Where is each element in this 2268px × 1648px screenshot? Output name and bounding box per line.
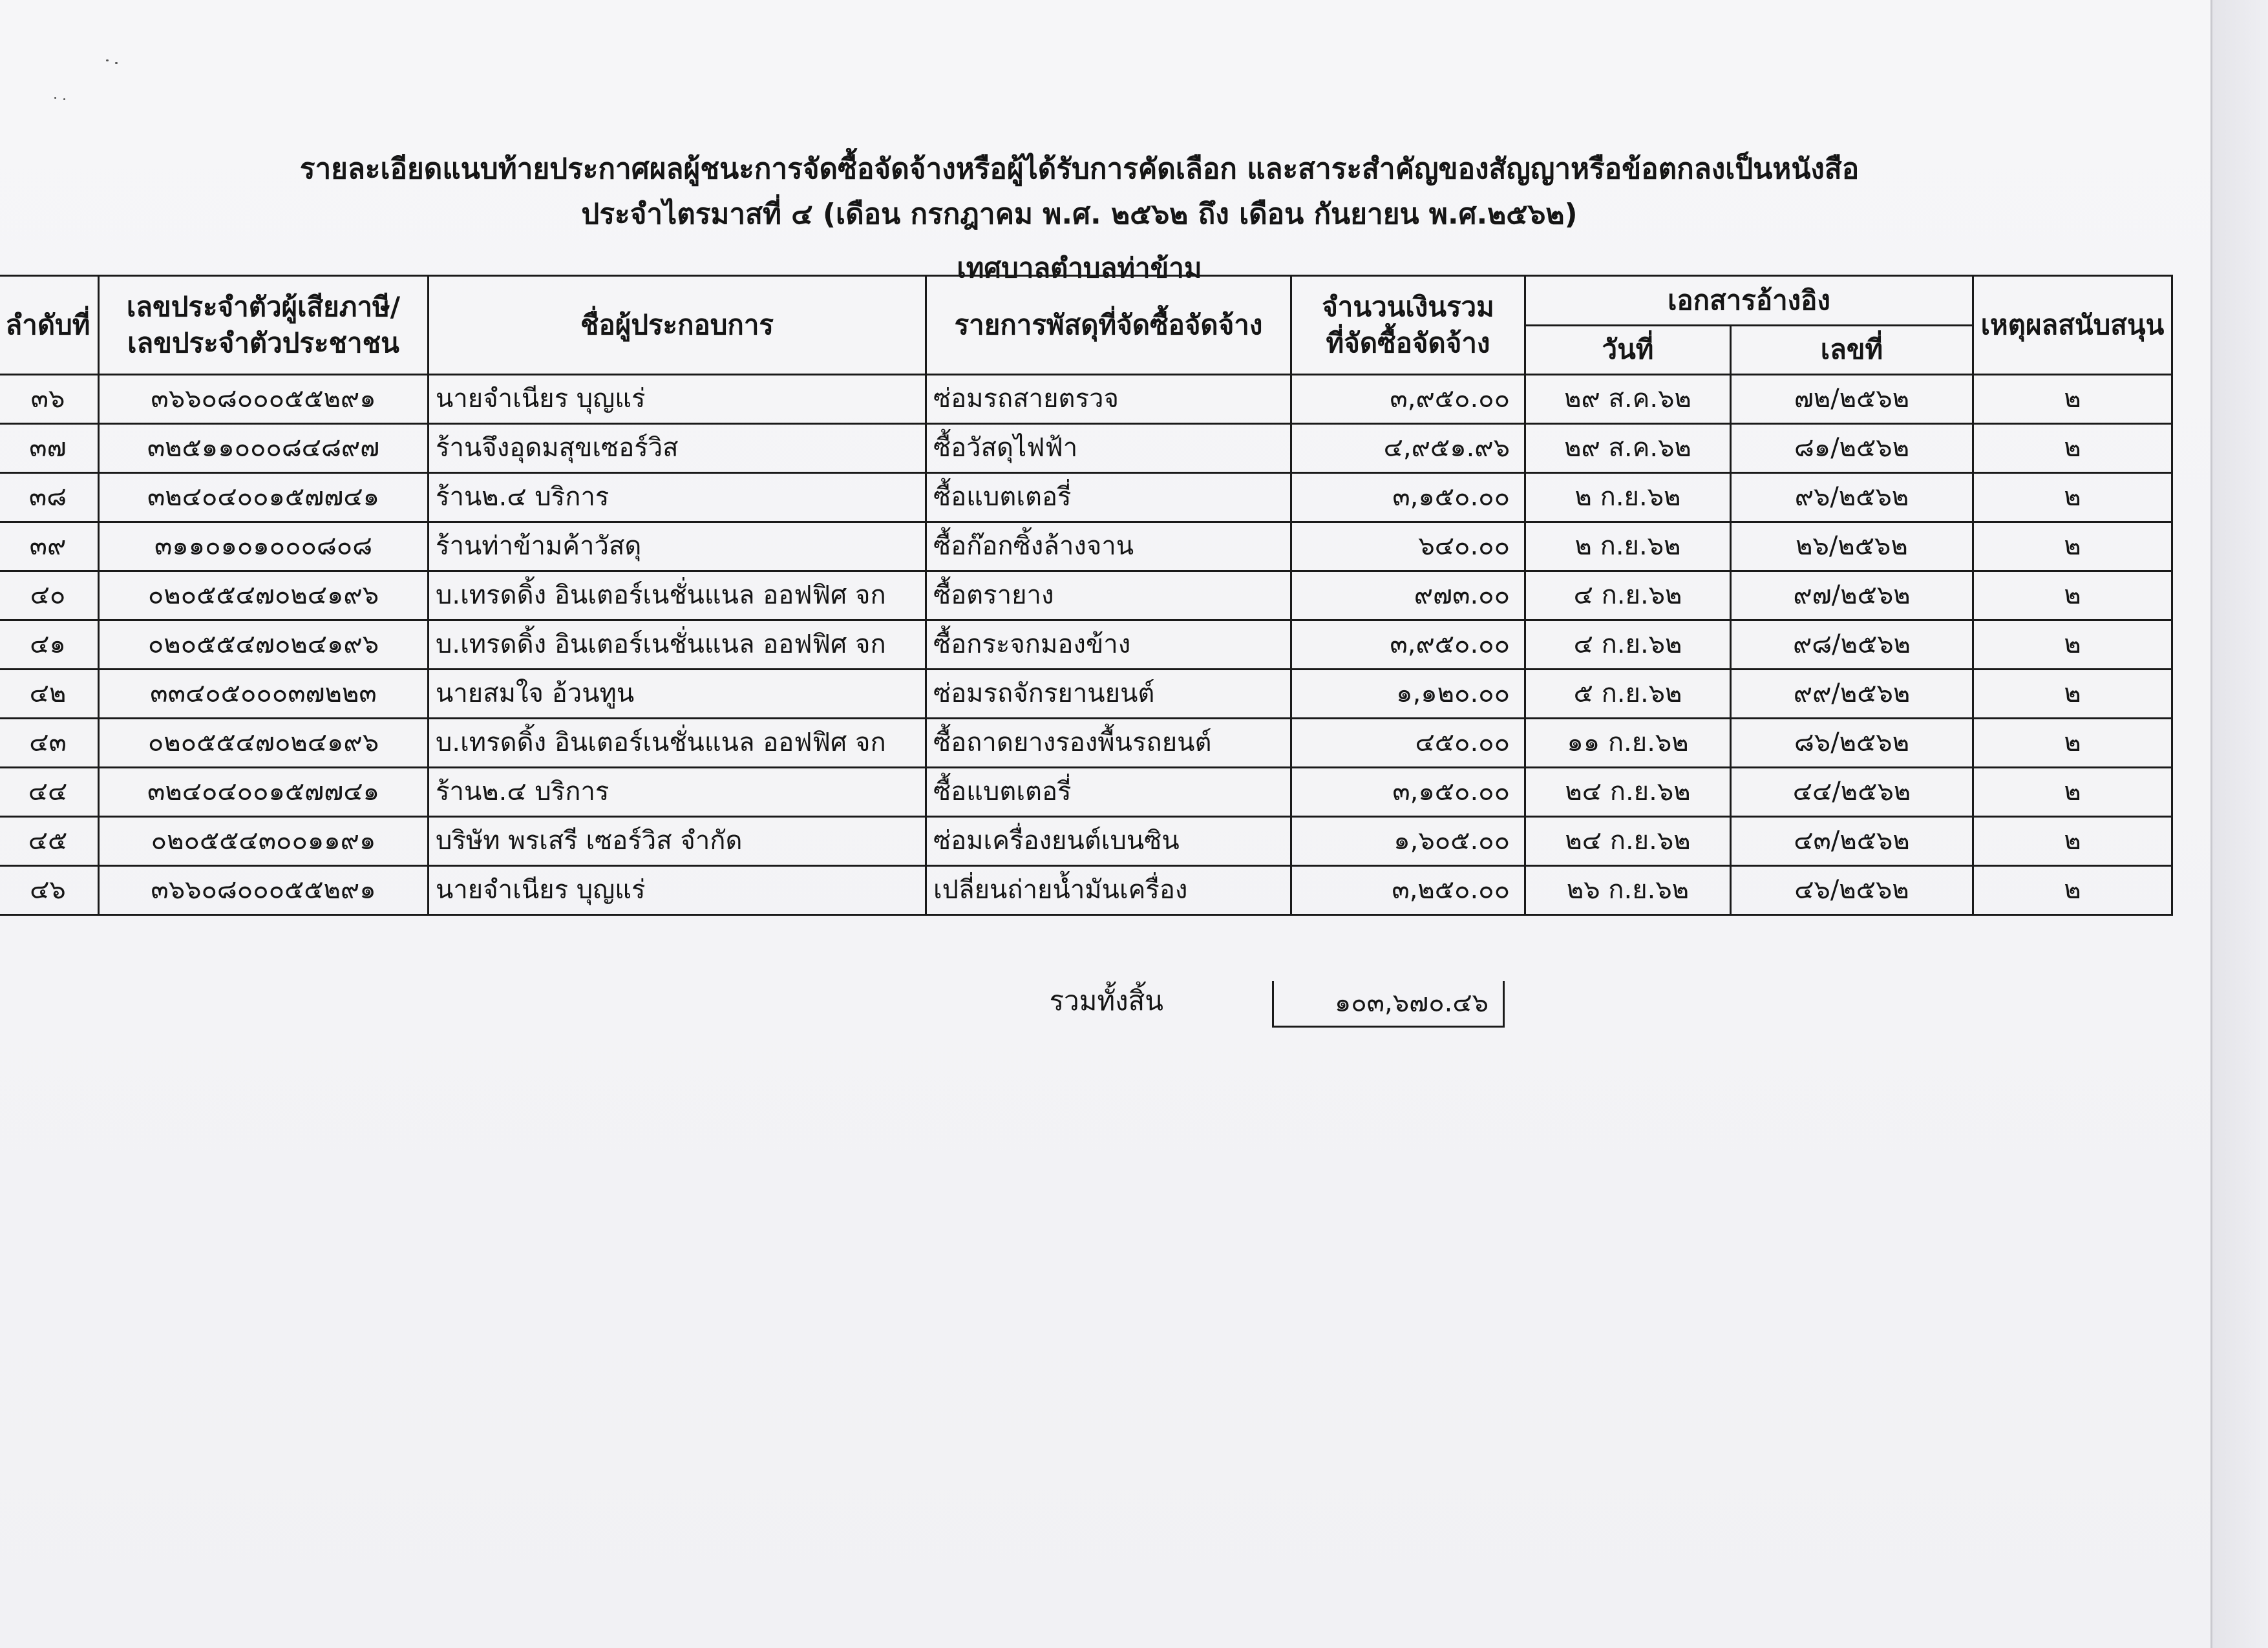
cell-amount: ๔๕๐.๐๐ xyxy=(1291,719,1525,768)
header-tax-id xyxy=(99,276,429,375)
cell-item: เปลี่ยนถ่ายน้ำมันเครื่อง xyxy=(926,866,1291,915)
cell-reason: ๒ xyxy=(1973,620,2172,670)
cell-item: ซื้อถาดยางรองพื้นรถยนต์ xyxy=(926,719,1291,768)
header-date: วันที่ xyxy=(1525,325,1731,375)
header-item: รายการพัสดุที่จัดซื้อจัดจ้าง xyxy=(926,276,1291,375)
cell-vendor: นายจำเนียร บุญแร่ xyxy=(429,866,926,915)
cell-date: ๒๙ ส.ค.๖๒ xyxy=(1525,375,1731,424)
cell-doc-no: ๙๖/๒๕๖๒ xyxy=(1731,473,1973,522)
cell-doc-no: ๒๖/๒๕๖๒ xyxy=(1731,522,1973,571)
cell-doc-no: ๘๑/๒๕๖๒ xyxy=(1731,424,1973,473)
cell-amount: ๔,๙๕๑.๙๖ xyxy=(1291,424,1525,473)
cell-reason: ๒ xyxy=(1973,768,2172,817)
cell-date: ๑๑ ก.ย.๖๒ xyxy=(1525,719,1731,768)
cell-no: ๔๕ xyxy=(0,817,99,866)
cell-tax-id: ๓๑๑๐๑๐๑๐๐๐๘๐๘ xyxy=(99,522,429,571)
cell-vendor: ร้านท่าข้ามค้าวัสดุ xyxy=(429,522,926,571)
cell-item: ซื้อวัสดุไฟฟ้า xyxy=(926,424,1291,473)
header-amount xyxy=(1291,276,1525,375)
cell-vendor: ร้าน๒.๔ บริการ xyxy=(429,473,926,522)
cell-tax-id: ๓๖๖๐๘๐๐๐๕๕๒๙๑ xyxy=(99,866,429,915)
cell-reason: ๒ xyxy=(1973,866,2172,915)
cell-tax-id: ๓๒๔๐๔๐๐๑๕๗๗๔๑ xyxy=(99,768,429,817)
cell-tax-id: ๐๒๐๕๕๔๓๐๐๑๑๙๑ xyxy=(99,817,429,866)
cell-vendor: นายจำเนียร บุญแร่ xyxy=(429,375,926,424)
table-row xyxy=(0,817,2172,866)
table-row xyxy=(0,620,2172,670)
cell-item: ซ่อมเครื่องยนต์เบนซิน xyxy=(926,817,1291,866)
cell-doc-no: ๔๓/๒๕๖๒ xyxy=(1731,817,1973,866)
cell-tax-id: ๐๒๐๕๕๔๗๐๒๔๑๙๖ xyxy=(99,620,429,670)
cell-date: ๒ ก.ย.๖๒ xyxy=(1525,473,1731,522)
cell-no: ๔๖ xyxy=(0,866,99,915)
cell-amount: ๓,๙๕๐.๐๐ xyxy=(1291,620,1525,670)
cell-vendor: บ.เทรดดิ้ง อินเตอร์เนชั่นแนล ออฟฟิศ จก xyxy=(429,620,926,670)
cell-vendor: นายสมใจ อ้วนทูน xyxy=(429,670,926,719)
table-row xyxy=(0,670,2172,719)
scan-speck xyxy=(63,98,65,100)
cell-reason: ๒ xyxy=(1973,375,2172,424)
header-reason: เหตุผลสนับสนุน xyxy=(1973,276,2172,375)
table-row xyxy=(0,719,2172,768)
cell-reason: ๒ xyxy=(1973,424,2172,473)
cell-tax-id: ๐๒๐๕๕๔๗๐๒๔๑๙๖ xyxy=(99,719,429,768)
cell-date: ๒๖ ก.ย.๖๒ xyxy=(1525,866,1731,915)
cell-reason: ๒ xyxy=(1973,522,2172,571)
table-row xyxy=(0,424,2172,473)
cell-date: ๒ ก.ย.๖๒ xyxy=(1525,522,1731,571)
cell-date: ๔ ก.ย.๖๒ xyxy=(1525,571,1731,620)
cell-tax-id: ๓๒๔๐๔๐๐๑๕๗๗๔๑ xyxy=(99,473,429,522)
header-tax-id-line2: เลขประจำตัวประชาชน xyxy=(127,327,399,359)
procurement-table xyxy=(0,275,2173,916)
document-period: ประจำไตรมาสที่ ๔ (เดือน กรกฎาคม พ.ศ. ๒๕๖๒ ถึง เดือน กันยายน พ.ศ.๒๕๖๒) xyxy=(581,198,1578,231)
cell-doc-no: ๔๖/๒๕๖๒ xyxy=(1731,866,1973,915)
cell-item: ซื้อแบตเตอรี่ xyxy=(926,473,1291,522)
table-body xyxy=(0,375,2172,915)
table-row xyxy=(0,375,2172,424)
cell-amount: ๑,๖๐๕.๐๐ xyxy=(1291,817,1525,866)
cell-doc-no: ๙๙/๒๕๖๒ xyxy=(1731,670,1973,719)
cell-tax-id: ๐๒๐๕๕๔๗๐๒๔๑๙๖ xyxy=(99,571,429,620)
cell-item: ซื้อตรายาง xyxy=(926,571,1291,620)
table-row xyxy=(0,522,2172,571)
table-row xyxy=(0,866,2172,915)
cell-date: ๒๔ ก.ย.๖๒ xyxy=(1525,768,1731,817)
header-amount-line2: ที่จัดซื้อจัดจ้าง xyxy=(1326,327,1490,359)
scan-speck xyxy=(54,97,56,99)
table-row xyxy=(0,473,2172,522)
scan-speck xyxy=(115,62,118,64)
header-vendor: ชื่อผู้ประกอบการ xyxy=(429,276,926,375)
cell-reason: ๒ xyxy=(1973,817,2172,866)
cell-amount: ๓,๙๕๐.๐๐ xyxy=(1291,375,1525,424)
cell-amount: ๓,๑๕๐.๐๐ xyxy=(1291,768,1525,817)
cell-tax-id: ๓๒๕๑๑๐๐๐๘๔๘๙๗ xyxy=(99,424,429,473)
cell-no: ๓๘ xyxy=(0,473,99,522)
cell-reason: ๒ xyxy=(1973,670,2172,719)
page-fold-line xyxy=(2210,0,2212,1648)
header-amount-line1: จำนวนเงินรวม xyxy=(1322,291,1494,322)
cell-vendor: ร้านจึงอุดมสุขเซอร์วิส xyxy=(429,424,926,473)
cell-vendor: บ.เทรดดิ้ง อินเตอร์เนชั่นแนล ออฟฟิศ จก xyxy=(429,719,926,768)
cell-amount: ๙๗๓.๐๐ xyxy=(1291,571,1525,620)
header-reference-docs: เอกสารอ้างอิง xyxy=(1525,276,1973,326)
cell-doc-no: ๔๔/๒๕๖๒ xyxy=(1731,768,1973,817)
cell-item: ซื้อก๊อกซิ้งล้างจาน xyxy=(926,522,1291,571)
cell-date: ๕ ก.ย.๖๒ xyxy=(1525,670,1731,719)
cell-amount: ๖๔๐.๐๐ xyxy=(1291,522,1525,571)
cell-tax-id: ๓๖๖๐๘๐๐๐๕๕๒๙๑ xyxy=(99,375,429,424)
cell-reason: ๒ xyxy=(1973,571,2172,620)
cell-amount: ๓,๑๕๐.๐๐ xyxy=(1291,473,1525,522)
cell-no: ๓๖ xyxy=(0,375,99,424)
organization-name: เทศบาลตำบลท่าข้าม xyxy=(957,252,1202,284)
cell-reason: ๒ xyxy=(1973,473,2172,522)
total-amount: ๑๐๓,๖๗๐.๔๖ xyxy=(1272,981,1505,1028)
total-label: รวมทั้งสิ้น xyxy=(1049,985,1163,1017)
cell-no: ๓๙ xyxy=(0,522,99,571)
cell-no: ๔๔ xyxy=(0,768,99,817)
cell-date: ๒๔ ก.ย.๖๒ xyxy=(1525,817,1731,866)
table-row xyxy=(0,768,2172,817)
cell-item: ซื้อแบตเตอรี่ xyxy=(926,768,1291,817)
header-doc-no: เลขที่ xyxy=(1731,325,1973,375)
cell-item: ซ่อมรถจักรยานยนต์ xyxy=(926,670,1291,719)
cell-no: ๔๓ xyxy=(0,719,99,768)
cell-doc-no: ๗๒/๒๕๖๒ xyxy=(1731,375,1973,424)
cell-vendor: ร้าน๒.๔ บริการ xyxy=(429,768,926,817)
cell-item: ซื้อกระจกมองข้าง xyxy=(926,620,1291,670)
cell-tax-id: ๓๓๔๐๕๐๐๐๓๗๒๒๓ xyxy=(99,670,429,719)
cell-no: ๔๐ xyxy=(0,571,99,620)
cell-reason: ๒ xyxy=(1973,719,2172,768)
header-no: ลำดับที่ xyxy=(0,276,99,375)
cell-no: ๔๒ xyxy=(0,670,99,719)
cell-vendor: บริษัท พรเสรี เซอร์วิส จำกัด xyxy=(429,817,926,866)
cell-doc-no: ๙๘/๒๕๖๒ xyxy=(1731,620,1973,670)
cell-no: ๓๗ xyxy=(0,424,99,473)
table-header xyxy=(0,276,2172,375)
table-row xyxy=(0,571,2172,620)
cell-no: ๔๑ xyxy=(0,620,99,670)
cell-doc-no: ๙๗/๒๕๖๒ xyxy=(1731,571,1973,620)
cell-item: ซ่อมรถสายตรวจ xyxy=(926,375,1291,424)
cell-date: ๔ ก.ย.๖๒ xyxy=(1525,620,1731,670)
cell-amount: ๑,๑๒๐.๐๐ xyxy=(1291,670,1525,719)
header-tax-id-line1: เลขประจำตัวผู้เสียภาษี/ xyxy=(126,291,401,322)
cell-doc-no: ๘๖/๒๕๖๒ xyxy=(1731,719,1973,768)
cell-date: ๒๙ ส.ค.๖๒ xyxy=(1525,424,1731,473)
scan-speck xyxy=(106,59,109,61)
page-fold-shadow xyxy=(2212,0,2268,1648)
cell-amount: ๓,๒๕๐.๐๐ xyxy=(1291,866,1525,915)
document-title: รายละเอียดแนบท้ายประกาศผลผู้ชนะการจัดซื้อจัดจ้างหรือผู้ได้รับการคัดเลือก และสาระสำคัญของสัญญาหรือข้อตกลงเป็นหนังสือ xyxy=(299,153,1860,185)
cell-vendor: บ.เทรดดิ้ง อินเตอร์เนชั่นแนล ออฟฟิศ จก xyxy=(429,571,926,620)
